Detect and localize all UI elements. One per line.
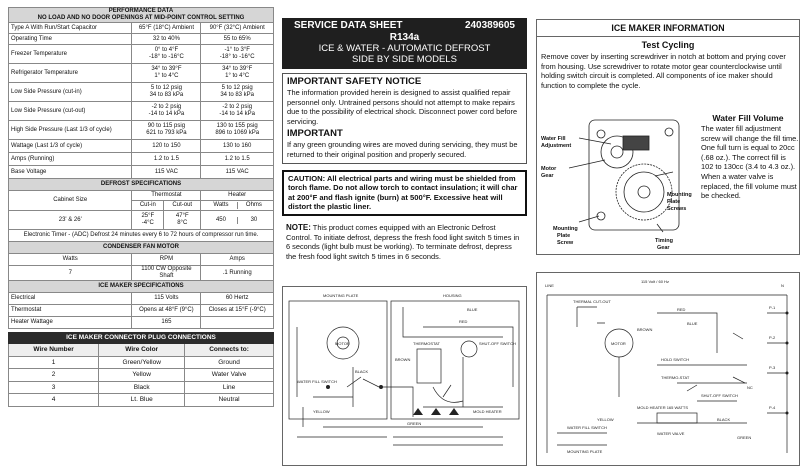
left-column [8,7,274,407]
connector-plug-table [8,332,274,407]
safety-title: IMPORTANT SAFETY NOTICE [287,76,422,87]
w1-water-fill-switch-label: WATER FILL SWITCH [297,379,337,384]
service-title: SERVICE DATA SHEET [294,20,403,31]
w2-p4-label: P-4 [769,405,776,410]
important-title: IMPORTANT [287,128,343,140]
water-fill-text: The water fill adjustment screw will change the fill time. One full turn is equal to 20cc (.68 oz.). The correct fill is 102 to 130cc (3.4 to 4.3 oz.). When a water valve is replaced, the fill volume must be checked. [701,124,799,201]
cut-out-value: 47°F 8°C [164,211,201,230]
condenser-title: CONDENSER FAN MOTOR [9,242,274,254]
plug-wire-color-header: Wire Color [99,344,185,357]
service-line-2: SIDE BY SIDE MODELS [352,54,457,65]
perf-row-label: Freezer Temperature [9,45,132,64]
refrigerant: R134a [389,32,420,43]
w1-green-label: GREEN [407,421,422,426]
w2-n-label: N [781,283,784,288]
w2-yellow-label: YELLOW [597,417,614,422]
icemaker-info-title: ICE MAKER INFORMATION [611,23,725,33]
cut-in-header: Cut-in [132,201,164,211]
plug-color: Black [99,381,185,394]
w2-thermostat-label: THERMO-STAT [661,375,690,380]
w1-red-label: RED [459,319,468,324]
label-water-fill: Water Fill [541,136,566,142]
w2-motor-label: MOTOR [611,341,626,346]
plug-num: 4 [9,394,99,407]
w1-housing-label: HOUSING [443,293,462,298]
perf-cell: 1.2 to 1.5 [201,153,274,166]
perf-row-label: Amps (Running) [9,153,132,166]
condenser-amps: .1 Running [201,266,274,281]
perf-cell: 34° to 39°F 1° to 4°C [201,64,274,83]
icemaker-info-panel [536,19,800,255]
w2-green-label: GREEN [737,435,752,440]
service-line-1: ICE & WATER - AUTOMATIC DEFROST [318,43,491,54]
condenser-watts: 7 [9,266,132,281]
plug-color: Lt. Blue [99,394,185,407]
perf-cell: 65°F (18°C) Ambient [132,23,201,34]
perf-cell: 5 to 12 psig 34 to 83 kPa [201,83,274,102]
w2-black-label: BLACK [717,417,731,422]
w2-shut-off-label: SHUT-OFF SWITCH [701,393,738,398]
w2-line-label: LINE [545,283,554,288]
perf-row-label: Base Voltage [9,166,132,179]
perf-cell: 130 to 155 psig 896 to 1069 kPa [201,121,274,140]
w2-water-valve-label: WATER VALVE [657,431,685,436]
condenser-watts-header: Watts [9,254,132,266]
perf-cell: 90 to 115 psig 621 to 793 kPa [132,121,201,140]
defrost-timer-note: Electronic Timer - (ADC) Defrost 24 minutes every 6 to 72 hours of compressor run time. [9,230,274,242]
label-plate: Plate [667,199,681,205]
perf-cell: -2 to 2 psig -14 to 14 kPa [132,102,201,121]
perf-cell: 115 VAC [132,166,201,179]
icemaker-specs-title: ICE MAKER SPECIFICATIONS [9,281,274,293]
w1-black-label: BLACK [355,369,369,374]
plug-conn: Neutral [185,394,274,407]
perf-cell: 115 VAC [201,166,274,179]
w2-mounting-plate-label: MOUNTING PLATE [567,449,603,454]
performance-table [8,7,274,329]
w1-thermostat-label: THERMOSTAT [413,341,440,346]
label-screw: Screw [557,240,574,246]
w2-p1-label: P-1 [769,305,776,310]
perf-row-label: Refrigerator Temperature [9,64,132,83]
perf-row-label: Type A With Run/Start Capacitor [9,23,132,34]
w2-mold-heater-label: MOLD HEATER 165 WATTS [637,405,689,410]
ims-cell: 115 Volts [132,293,201,305]
w2-water-fill-label: WATER FILL SWITCH [567,425,607,430]
perf-cell: -1° to 3°F -18° to -16°C [201,45,274,64]
condenser-amps-header: Amps [201,254,274,266]
water-fill-section [697,112,799,201]
plug-title: ICE MAKER CONNECTOR PLUG CONNECTIONS [9,333,274,344]
perf-row-label: Low Side Pressure (cut-in) [9,83,132,102]
perf-row-label: Operating Time [9,34,132,45]
service-header [282,18,527,69]
service-number: 240389605 [464,20,515,31]
water-fill-title: Water Fill Volume [712,113,784,123]
perf-cell: -2 to 2 psig -14 to 14 kPa [201,102,274,121]
plug-num: 1 [9,356,99,369]
thermostat-header: Thermostat [132,191,201,201]
important-text: If any green grounding wires are moved during servicing, they must be returned to their original position and properly secured. [287,140,518,159]
defrost-title: DEFROST SPECIFICATIONS [9,179,274,191]
safety-text: The information provided herein is designed to assist qualified repair personnel only. Untrained persons should not attempt to make repairs due to the possibility of electrical shock. Disconnect power cord before servicing. [287,88,518,126]
plug-conn: Ground [185,356,274,369]
plug-conn: Line [185,381,274,394]
ims-label: Electrical [9,293,132,305]
label-gear: Gear [541,173,554,179]
plug-connects-header: Connects to: [185,344,274,357]
plug-num: 2 [9,369,99,382]
w1-mounting-plate-label: MOUNTING PLATE [323,293,359,298]
ims-cell [201,317,274,329]
middle-column [282,18,527,261]
w2-p3-label: P-3 [769,365,776,370]
label-adjustment: Adjustment [541,143,572,149]
w1-mold-heater-label: MOLD HEATER [473,409,502,414]
w1-yellow-label: YELLOW [313,409,330,414]
caution-box: CAUTION: All electrical parts and wiring must be shielded from torch flame. Do not allow torch to contact insulation; it will char at 200°F and flash ignite (burn) at 500°F. Excessive heat will distort the plastic liner. [282,170,527,216]
wiring-diagram-pictorial [282,286,527,466]
w2-nc-label: NC [747,385,753,390]
ims-cell: Opens at 48°F (9°C) [132,305,201,317]
label-mounting-2: Mounting [553,226,578,232]
cabinet-size-value: 23' & 26' [9,211,132,230]
perf-cell: 130 to 160 [201,140,274,153]
label-plate-2: Plate [557,233,571,239]
wiring-diagram-schematic [536,272,800,466]
label-timing: Timing [655,238,673,244]
perf-cell: 32 to 40% [132,34,201,45]
label-screws: Screws [667,206,687,212]
perf-row-label: High Side Pressure (Last 1/3 of cycle) [9,121,132,140]
test-cycling-text: Remove cover by inserting screwdriver in notch at bottom and prying cover from housing. Use screwdriver to rotate motor gear counterclockwise until holding switch circuit is completed. All components of ice maker should function to complete the cycle. [541,52,786,90]
w1-brown-label: BROWN [395,357,411,362]
label-gear-2: Gear [657,245,670,251]
plug-conn: Water Valve [185,369,274,382]
w1-shut-off-label: SHUT-OFF SWITCH [479,341,516,346]
cabinet-size-header: Cabinet Size [9,191,132,211]
condenser-rpm: 1100 CW Opposite Shaft [132,266,201,281]
w2-hold-switch-label: HOLD SWITCH [661,357,689,362]
w1-motor-label: MOTOR [335,341,350,346]
performance-title: PERFORMANCE DATA [108,8,174,14]
plug-wire-number-header: Wire Number [9,344,99,357]
icemaker-gear-diagram [539,112,699,252]
perf-cell: 34° to 39°F 1° to 4°C [132,64,201,83]
ims-cell: Closes at 15°F (-9°C) [201,305,274,317]
perf-cell: 120 to 150 [132,140,201,153]
ims-cell: 165 [132,317,201,329]
perf-cell: 0° to 4°F -18° to -16°C [132,45,201,64]
wiring-schematic-svg [537,273,799,465]
w2-p2-label: P-2 [769,335,776,340]
w1-blue-label: BLUE [467,307,478,312]
safety-notice [282,73,527,164]
test-cycling-title: Test Cycling [641,40,695,50]
label-mounting: Mounting [667,192,692,198]
ims-label: Thermostat [9,305,132,317]
note-label: NOTE: [286,222,311,232]
performance-subtitle: NO LOAD AND NO DOOR OPENINGS AT MID-POINT CONTROL SETTING [37,15,245,21]
perf-row-label: Low Side Pressure (cut-out) [9,102,132,121]
w2-red-label: RED [677,307,686,312]
wiring-pictorial-svg [283,287,526,465]
perf-row-label: Wattage (Last 1/3 of cycle) [9,140,132,153]
cut-in-value: 25°F -4°C [132,211,164,230]
perf-cell: 5 to 12 psig 34 to 83 kPa [132,83,201,102]
plug-color: Green/Yellow [99,356,185,369]
ims-label: Heater Wattage [9,317,132,329]
w2-thermal-cutout-label: THERMAL CUT-OUT [573,299,611,304]
ims-cell: 60 Hertz [201,293,274,305]
note-text: NOTE: This product comes equipped with an Electronic Defrost Control. To initiate defrost, depress the fresh food light switch 5 times in 6 seconds (light bulb must be working). To terminate defrost, depress the fresh food light switch 5 times in 6 seconds. [286,222,520,261]
plug-color: Yellow [99,369,185,382]
w2-voltage-label: 115 Volt / 60 Hz [641,279,669,284]
w2-brown-label: BROWN [637,327,653,332]
plug-num: 3 [9,381,99,394]
w2-blue-label: BLUE [687,321,698,326]
perf-cell: 1.2 to 1.5 [132,153,201,166]
heater-header: Heater [201,191,274,201]
perf-cell: 90°F (32°C) Ambient [201,23,274,34]
cut-out-header: Cut-out [164,201,201,211]
perf-cell: 55 to 65% [201,34,274,45]
watts-ohms-header: Watts Ohms [201,201,274,211]
watts-ohms-value: 450 30 [201,211,274,230]
condenser-rpm-header: RPM [132,254,201,266]
label-motor: Motor [541,166,557,172]
